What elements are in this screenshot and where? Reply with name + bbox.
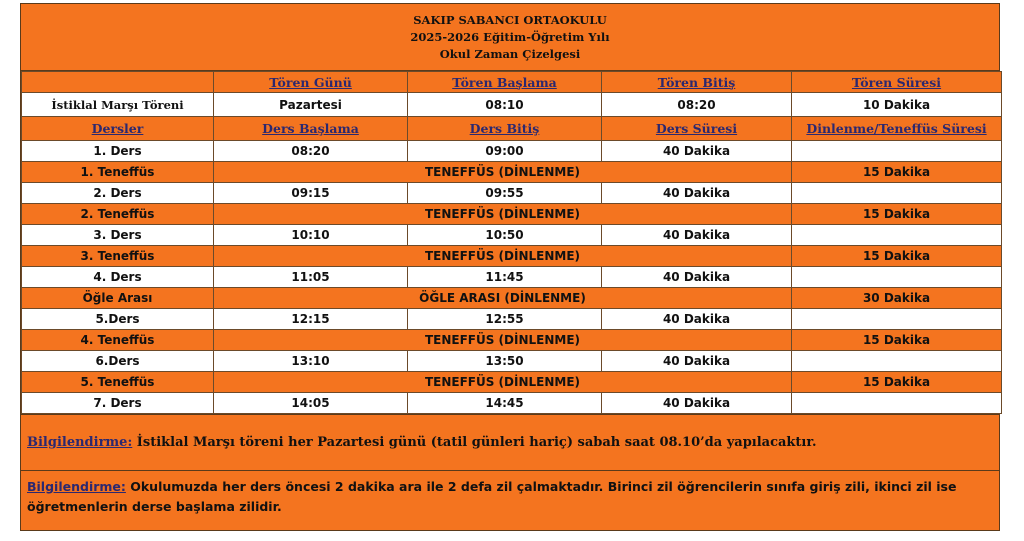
lesson-duration: 40 Dakika	[602, 225, 792, 246]
break-row	[22, 288, 1002, 309]
ceremony-day: Pazartesi	[214, 93, 408, 117]
break-label: TENEFFÜS (DİNLENME)	[214, 246, 792, 267]
break-duration: 15 Dakika	[792, 330, 1002, 351]
break-duration-empty	[792, 183, 1002, 204]
info-text: Okulumuzda her ders öncesi 2 dakika ara ile 2 defa zil çalmaktadır. Birinci zil öğrencilerin sınıfa giriş zili, ikinci zil ise öğretmenlerin derse başlama zilidir.	[27, 479, 957, 514]
break-row	[22, 204, 1002, 225]
lesson-name: 1. Ders	[22, 141, 214, 162]
lesson-end: 11:45	[408, 267, 602, 288]
lesson-end: 14:45	[408, 393, 602, 414]
lesson-duration: 40 Dakika	[602, 267, 792, 288]
ceremony-header-cell	[22, 72, 214, 93]
lesson-row	[22, 351, 1002, 372]
lesson-name: 6.Ders	[22, 351, 214, 372]
schedule-header-row	[22, 117, 1002, 141]
info-label: Bilgilendirme:	[27, 435, 133, 450]
ceremony-duration-header: Tören Süresi	[792, 72, 1002, 93]
break-duration-empty	[792, 225, 1002, 246]
break-row	[22, 330, 1002, 351]
lesson-duration: 40 Dakika	[602, 309, 792, 330]
break-label: ÖĞLE ARASI (DİNLENME)	[214, 288, 792, 309]
break-name: 4. Teneffüs	[22, 330, 214, 351]
lesson-end-header: Ders Bitiş	[408, 117, 602, 141]
lesson-row	[22, 225, 1002, 246]
lesson-row	[22, 141, 1002, 162]
break-row	[22, 246, 1002, 267]
lesson-start: 13:10	[214, 351, 408, 372]
info-label: Bilgilendirme:	[27, 479, 126, 494]
lesson-end: 09:55	[408, 183, 602, 204]
ceremony-name: İstiklal Marşı Töreni	[22, 93, 214, 117]
break-name: 1. Teneffüs	[22, 162, 214, 183]
lesson-end: 10:50	[408, 225, 602, 246]
break-row	[22, 162, 1002, 183]
lesson-end: 13:50	[408, 351, 602, 372]
lesson-name: 4. Ders	[22, 267, 214, 288]
ceremony-header-row	[22, 72, 1002, 93]
lesson-duration: 40 Dakika	[602, 393, 792, 414]
lesson-start: 09:15	[214, 183, 408, 204]
schedule-sheet	[20, 3, 1000, 531]
info-note-1	[21, 414, 999, 470]
break-duration-empty	[792, 309, 1002, 330]
lesson-end: 12:55	[408, 309, 602, 330]
ceremony-end: 08:20	[602, 93, 792, 117]
break-label: TENEFFÜS (DİNLENME)	[214, 162, 792, 183]
academic-year: 2025-2026 Eğitim-Öğretim Yılı	[410, 29, 610, 44]
ceremony-end-header: Tören Bitiş	[602, 72, 792, 93]
ceremony-start-header: Tören Başlama	[408, 72, 602, 93]
lesson-start-header: Ders Başlama	[214, 117, 408, 141]
break-name: 2. Teneffüs	[22, 204, 214, 225]
break-duration: 15 Dakika	[792, 372, 1002, 393]
ceremony-day-header: Tören Günü	[214, 72, 408, 93]
ceremony-start: 08:10	[408, 93, 602, 117]
break-label: TENEFFÜS (DİNLENME)	[214, 372, 792, 393]
lesson-name: 2. Ders	[22, 183, 214, 204]
break-duration-empty	[792, 141, 1002, 162]
break-duration: 15 Dakika	[792, 162, 1002, 183]
break-duration: 15 Dakika	[792, 246, 1002, 267]
break-duration-empty	[792, 351, 1002, 372]
lesson-start: 10:10	[214, 225, 408, 246]
break-duration: 15 Dakika	[792, 204, 1002, 225]
lesson-end: 09:00	[408, 141, 602, 162]
lesson-row	[22, 309, 1002, 330]
break-name: 3. Teneffüs	[22, 246, 214, 267]
document-header	[21, 4, 999, 71]
break-row	[22, 372, 1002, 393]
lesson-start: 11:05	[214, 267, 408, 288]
ceremony-duration: 10 Dakika	[792, 93, 1002, 117]
lesson-name: 3. Ders	[22, 225, 214, 246]
lesson-row	[22, 267, 1002, 288]
break-duration-empty	[792, 267, 1002, 288]
lesson-name: 5.Ders	[22, 309, 214, 330]
lesson-row	[22, 393, 1002, 414]
break-duration-empty	[792, 393, 1002, 414]
lesson-start: 08:20	[214, 141, 408, 162]
info-note-2	[21, 470, 999, 530]
school-name: SAKIP SABANCI ORTAOKULU	[413, 12, 607, 27]
lesson-duration: 40 Dakika	[602, 183, 792, 204]
break-duration-header: Dinlenme/Teneffüs Süresi	[792, 117, 1002, 141]
lesson-start: 12:15	[214, 309, 408, 330]
lesson-duration: 40 Dakika	[602, 141, 792, 162]
break-name: Öğle Arası	[22, 288, 214, 309]
ceremony-row	[22, 93, 1002, 117]
document-title: Okul Zaman Çizelgesi	[439, 46, 581, 61]
break-label: TENEFFÜS (DİNLENME)	[214, 204, 792, 225]
break-duration: 30 Dakika	[792, 288, 1002, 309]
lesson-start: 14:05	[214, 393, 408, 414]
lesson-row	[22, 183, 1002, 204]
schedule-table	[21, 71, 1002, 414]
info-text: İstiklal Marşı töreni her Pazartesi günü (tatil günleri hariç) sabah saat 08.10’da yapılacaktır.	[132, 435, 817, 450]
break-label: TENEFFÜS (DİNLENME)	[214, 330, 792, 351]
lesson-name: 7. Ders	[22, 393, 214, 414]
lesson-duration: 40 Dakika	[602, 351, 792, 372]
break-name: 5. Teneffüs	[22, 372, 214, 393]
lessons-header: Dersler	[22, 117, 214, 141]
lesson-duration-header: Ders Süresi	[602, 117, 792, 141]
